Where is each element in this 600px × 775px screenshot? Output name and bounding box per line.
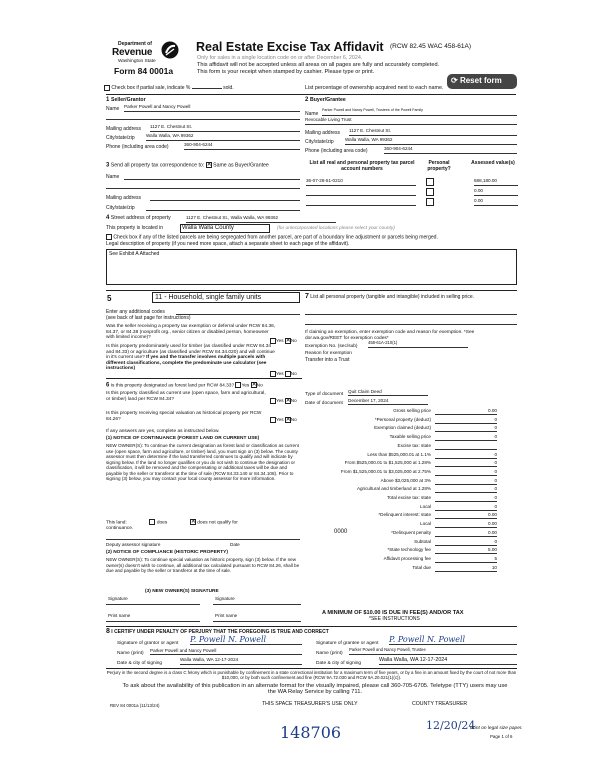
hist-question: Is this property receiving special valuation as historical property per RCW 84.26? (106, 411, 262, 422)
county-treasurer: COUNTY TREASURER (412, 701, 468, 707)
s3-mailing-label: Mailing address (106, 195, 142, 201)
parcel-number-1[interactable]: 36-07-28-51-0210 (306, 178, 416, 186)
parcel-number-2[interactable] (306, 188, 416, 196)
tax-row-value[interactable]: 5.00 (435, 547, 497, 554)
buyer-mailing-label: Mailing address (305, 130, 341, 136)
tax-row (312, 504, 497, 512)
tax-row-label: Affidavit processing fee (383, 555, 431, 561)
tax-row-label: Above $3,025,000 at 3% (380, 477, 431, 483)
doc-type-label: Type of document (305, 392, 344, 397)
seller-name-label: Name (106, 106, 120, 112)
tax-row (312, 434, 497, 442)
s3-name-label: Name (106, 174, 120, 180)
tax-row-value[interactable]: 0 (435, 452, 497, 459)
new-owner-print-label-2: Print name (215, 613, 238, 618)
personal-property-checkbox-2[interactable] (426, 188, 434, 196)
continuance-label: continuance. (106, 526, 134, 531)
tax-row-label: Local (420, 503, 431, 509)
tax-row-label: Excise tax: state (397, 442, 431, 448)
street-label: Street address of property (110, 215, 171, 221)
deputy-label: Deputy assessor signature (106, 542, 161, 547)
tax-row-label: Taxable selling price (389, 434, 431, 440)
treasurer-only: THIS SPACE TREASURER'S USE ONLY (262, 701, 358, 707)
doc-date-label: Date of document (305, 401, 343, 406)
parcels-col3-header: Assessed value(s) (471, 160, 515, 166)
page-number: Page 1 of 6 (490, 734, 513, 739)
street-row: 4 Street address of property (106, 215, 171, 221)
additional-codes-field[interactable] (176, 307, 300, 315)
reason-label: Reason for exemption (305, 351, 352, 356)
partial-sale-checkbox[interactable] (104, 85, 110, 91)
open-yesno: Yes ✕ No (270, 398, 297, 404)
s3-mailing-field[interactable] (150, 193, 300, 201)
grantee-date-field[interactable]: Walla Walla, WA 12-17-2024 (379, 657, 517, 665)
tax-row (312, 512, 497, 520)
segregation-checkbox[interactable] (106, 234, 112, 240)
tax-row-label: Total due (412, 564, 431, 570)
notice2-body: NEW OWNER(S): To continue special valuation as historic property, sign (3) below. If the new owner(s) doesn't wish to continue, all additional tax calculated pursuant to RCW 84.26, shall be due and payable by the seller or transferor at the time of sale. (106, 557, 300, 573)
forest-question: 6 Is this property designated as forest land per RCW 84.33? Yes ✕ No (106, 382, 263, 389)
new-owner-signature-label-2: Signature (215, 596, 235, 601)
assessed-value-2[interactable]: 0.00 (474, 188, 518, 196)
county-select[interactable]: Walla Walla County (180, 224, 270, 233)
seller-phone-field[interactable]: 360-904-6244 (184, 142, 300, 150)
same-as-buyer-checkbox[interactable] (206, 162, 212, 168)
deputy-signature-field[interactable] (106, 536, 300, 540)
located-label: This property is located in (106, 225, 163, 231)
tax-row-label: From $525,000.01 to $1,525,000 at 1.28% (344, 460, 431, 466)
does-checkbox[interactable] (149, 519, 155, 525)
exemption-question: Was the seller receiving a property tax exemption or deferral under RCW 84.36, 84.37, or 84.38 (nonprofit org., senior citizen or disabled person, homeowner with limited income)? (106, 324, 276, 341)
buyer-city-label: City/state/zip (305, 139, 334, 145)
see-instructions: *SEE INSTRUCTIONS (369, 616, 420, 622)
notice3-title: (3) NEW OWNER(S) SIGNATURE (145, 589, 219, 594)
perjury-note: Perjury in the second degree is a class C felony which is punishable by confinement in a state correctional institution for a maximum term of five years, or by a fine in an amount fixed by the court of not more than $10,000, or by both such confinement and fine (RCW 9A.72.030 and RCW 9A.20.021(1)(c)). (106, 670, 517, 681)
form-title: Real Estate Excise Tax Affidavit (196, 40, 384, 54)
see-back-label: (see back of last page for instructions) (106, 315, 191, 321)
new-owner-signature-label-1: Signature (108, 596, 128, 601)
hist-yesno: Yes ✕ No (270, 417, 297, 423)
seller-city-field[interactable]: Walla Walla, WA 99362 (146, 133, 300, 141)
deputy-date-label: Date (230, 542, 240, 547)
grantee-date-label: Date & city of signing (316, 661, 362, 666)
personal-property-checkbox-1[interactable] (426, 178, 434, 186)
stamp-number: 148706 (280, 723, 342, 742)
exemption-yesno: Yes ✕ No (270, 338, 297, 344)
grantor-date-field[interactable]: Walla Walla, WA 12-17-2024 (180, 657, 302, 665)
new-owner-print-label-1: Print name (108, 613, 131, 618)
seller-mailing-field[interactable]: 1127 E. Chestnut St. (150, 124, 300, 132)
certify-label: I CERTIFY UNDER PENALTY OF PERJURY THAT THE FOREGOING IS TRUE AND CORRECT (111, 629, 329, 635)
buyer-heading: 2 Buyer/Grantee (305, 97, 346, 103)
land-use-select[interactable]: 11 - Household, single family units (152, 292, 300, 303)
stamp-date: 12/20/24 (426, 719, 476, 732)
reset-label: Reset form (459, 76, 502, 85)
exempt-no-field[interactable]: 458-61A-210(1) (368, 341, 468, 348)
tax-row (312, 443, 497, 451)
tax-row-label: Exemption claimed (deduct) (374, 425, 431, 431)
seller-name-field[interactable]: Parker Powell and Nancy Powell (124, 104, 300, 112)
notice1-title: (1) NOTICE OF CONTINUANCE (FOREST LAND OR CURRENT USE) (106, 436, 260, 441)
timber-yesno: Yes No (270, 371, 297, 377)
street-field[interactable]: 1127 E. Chestnut St., Walla Walla, WA 99362 (186, 215, 336, 223)
notice2-title: (2) NOTICE OF COMPLIANCE (HISTORIC PROPERTY) (106, 550, 228, 555)
tax-correspondence-label: Send all property tax correspondence to: (110, 162, 205, 169)
tax-row-value[interactable]: 0 (435, 539, 497, 546)
form-number: Form 84 0001a (114, 66, 174, 76)
assessed-value-3[interactable]: 0.00 (474, 198, 518, 206)
section3-row: 3 Send all property tax correspondence to: ✕ Same as Buyer/Grantee (106, 162, 269, 169)
tax-row (312, 539, 497, 547)
additional-codes-label: Enter any additional codes (106, 309, 165, 315)
seller-phone-label: Phone (including area code) (106, 144, 169, 150)
partial-sale-label: Check box if partial sale, indicate % (111, 85, 191, 91)
tax-row (312, 469, 497, 477)
answers-note: If any answers are yes, complete as instructed below. (106, 429, 220, 434)
tax-row-value[interactable]: 0.00 (435, 408, 497, 415)
tax-row-label: *Delinquent interest: state (378, 512, 431, 518)
section7-label: 7 List all personal property (tangible and intangible) included in selling price. (305, 293, 475, 300)
tax-row-value[interactable] (435, 443, 497, 450)
parcel-number-3[interactable] (306, 198, 416, 206)
timber-question: Is this property predominately used for timber (as classified under RCW 84.34 and 84.33) or agriculture (as classified under RCW 84.34.020) and will continue in it's current use? If yes and the transfer involves multiple parcels with different classifications, complete the predominate use calculator (see instructions) (106, 344, 275, 372)
tax-row-label: Subtotal (414, 538, 431, 544)
tax-row-value[interactable]: 0 (435, 469, 497, 476)
tax-row-label: Agricultural and timberland at 1.28% (356, 486, 431, 492)
tax-row (312, 495, 497, 503)
s3-name-field[interactable] (124, 172, 300, 180)
tax-row-value[interactable]: 0 (435, 495, 497, 502)
hist-no-checkbox[interactable] (285, 417, 291, 423)
reason-field[interactable]: Transfer into a Trust (305, 357, 350, 363)
tax-row (312, 425, 497, 433)
grantor-signature-field[interactable]: P. Powell N. Powell (190, 635, 302, 645)
grantee-sig-label: Signature of grantee or agent (316, 641, 379, 646)
dor-logo (112, 40, 184, 84)
grantee-name-label: Name (print) (316, 651, 343, 656)
buyer-name-field-2[interactable]: Revocable Living Trust (305, 117, 517, 125)
dept-line3: Washington State (118, 59, 156, 64)
percentage-note: List percentage of ownership acquired next to each name. (305, 85, 444, 91)
tax-row-label: *State technology fee (387, 547, 431, 553)
tax-row-value[interactable]: 10 (435, 565, 497, 572)
personal-property-field-2[interactable] (305, 320, 517, 325)
partial-sale-row (104, 84, 234, 92)
tax-row-value[interactable]: 0.00 (435, 530, 497, 537)
tax-row-label: Less than $525,000.01 at 1.1% (367, 451, 431, 457)
reset-form-button[interactable] (447, 74, 517, 89)
grantee-signature-field[interactable]: P. Powell N. Powell (389, 635, 517, 645)
new-owner-print-field-2[interactable] (213, 618, 301, 622)
assessed-value-1[interactable]: 688,180.00 (474, 178, 518, 186)
grantor-name-field[interactable]: Parker Powell and Nancy Powell (150, 648, 302, 655)
segregation-label: Check box if any of the listed parcels are being segregated from another parcel, are part of a boundary line adjustment or parcels being merged. (113, 234, 438, 241)
s3-city-field[interactable] (146, 203, 300, 211)
rev-label: REV 84 0001a (11/13/24) (110, 703, 160, 708)
tax-row-value[interactable]: 0.00 (435, 521, 497, 528)
open-no-checkbox[interactable] (285, 398, 291, 404)
personal-property-field-1[interactable] (305, 310, 517, 315)
exempt-no-label: Exemption No. (sec/sub) (305, 344, 358, 349)
seller-heading: 1 Seller/Grantor (106, 97, 146, 103)
tax-row-value[interactable]: 0 (435, 504, 497, 511)
this-land-row: This land: does ✕ does not qualify for (106, 519, 238, 526)
tax-row-label: Total excise tax: state (387, 495, 431, 500)
doc-type-field[interactable]: Quit Claim Deed (348, 389, 428, 396)
seller-city-label: City/state/zip (106, 135, 135, 141)
tax-row-value[interactable]: 0.00 (435, 512, 497, 519)
personal-property-checkbox-3[interactable] (426, 198, 434, 206)
tax-row-value[interactable]: 0 (435, 434, 497, 441)
section5-num: 5 (107, 294, 112, 303)
tax-row (312, 521, 497, 529)
tax-row (312, 547, 497, 555)
same-as-buyer-label: Same as Buyer/Grantee (213, 162, 269, 169)
tax-row-label: From $1,525,000.01 to $3,025,000 at 2.75% (340, 468, 431, 474)
buyer-phone-field[interactable]: 360-904-6244 (384, 146, 517, 154)
partial-sale-percent-field[interactable] (192, 84, 222, 89)
alt-format-note: To ask about the availability of this publication in an alternate format for the visually impaired, please call 360-705-6705. Teletype (TTY) users may use the WA Relay Service by calling 711. (122, 683, 508, 696)
tax-row-value[interactable]: 5 (435, 556, 497, 563)
grantee-name-field[interactable]: Parker Powell and Nancy Powell, Trustee (349, 648, 517, 655)
tax-row-value[interactable]: 0 (435, 460, 497, 467)
tax-row (312, 417, 497, 425)
tax-row-label: Gross selling price (393, 408, 431, 413)
local-code-field[interactable]: 0000 (334, 529, 348, 535)
tax-row-value[interactable]: 0 (435, 425, 497, 432)
tax-row (312, 478, 497, 486)
refresh-icon: ⟳ (451, 76, 458, 85)
subtitle-3: This form is your receipt when stamped by cashier. Please type or print. (197, 69, 375, 75)
certify-row: 8 I CERTIFY UNDER PENALTY OF PERJURY THAT THE FOREGOING IS TRUE AND CORRECT (106, 628, 329, 635)
legal-size-note: Print on legal size paper. (470, 726, 523, 731)
tax-row-value[interactable]: 0 (435, 486, 497, 493)
parcels-col1-header: List all real and personal property tax parcel account numbers (309, 160, 415, 172)
tax-row-label: *Delinquent penalty (391, 529, 431, 535)
s3-city-label: City/state/zip (106, 205, 135, 211)
dept-line1: Department of (118, 41, 152, 47)
does-not-checkbox[interactable] (190, 519, 196, 525)
buyer-phone-label: Phone (including area code) (305, 148, 368, 154)
buyer-name-label: Name (305, 111, 319, 117)
legal-description-field[interactable]: See Exhibit A Attached (106, 249, 517, 285)
tax-row-label: *Personal property (deduct) (374, 416, 431, 422)
buyer-city-field[interactable]: Walla Walla, WA 99362 (345, 137, 517, 145)
form-title-ref: (RCW 82.45 WAC 458-61A) (390, 43, 472, 50)
parcels-col2-header: Personal property? (427, 160, 451, 172)
buyer-mailing-field[interactable]: 1127 E. Chestnut St. (349, 128, 517, 136)
open-question: Is this property classified as current use (open space, farm and agricultural, or timber) land per RCW 84.34? (106, 391, 266, 402)
seller-mailing-label: Mailing address (106, 126, 142, 132)
grantor-name-label: Name (print) (117, 651, 144, 656)
dept-line2: Revenue (112, 47, 153, 58)
notice1-body: NEW OWNER(S): To continue the current designation as forest land or classification as current use (open space, farm and agriculture, or timber) land, you must sign on (3) below. The county assessor must then determine if the land transferred continues to qualify and will indicate by signing below. If the land no longer qualifies or you do not wish to continue the designation or classification, it will be removed and the compensating or additional taxes will be due and payable by the seller or transferor at the time of sale (RCW 84.33.140 or 84.34.108). Prior to signing (3) below, you may contact your local county assessor for more information. (106, 443, 299, 481)
exempt-claim-note: If claiming an exemption, enter exemption code and reason for exemption. *See dor.wa.gov/REET for exemption codes* (305, 330, 475, 341)
sold-label: sold. (223, 85, 234, 91)
doc-date-field[interactable]: December 17, 2024 (348, 398, 428, 405)
grantor-sig-label: Signature of grantor or agent (117, 641, 179, 646)
tax-row-value[interactable]: 0 (435, 478, 497, 485)
subtitle-2: This affidavit will not be accepted unless all areas on all pages are fully and accurately completed. (197, 62, 440, 68)
tax-row (312, 460, 497, 468)
revenue-logo-icon (160, 40, 180, 60)
grantor-date-label: Date & city of signing (117, 661, 163, 666)
minimum-note: A MINIMUM OF $10.00 IS DUE IN FEE(S) AND/OR TAX (322, 610, 464, 616)
located-note: (for unincorporated locations please select your county) (277, 226, 395, 231)
exemption-no-checkbox[interactable] (285, 338, 291, 344)
subtitle-1: Only for sales in a single location code on or after December 6, 2024. (197, 55, 363, 61)
tax-row (312, 452, 497, 460)
tax-row (312, 486, 497, 494)
tax-row-value[interactable]: 0 (435, 417, 497, 424)
forest-no-checkbox[interactable] (251, 382, 257, 388)
tax-row-label: Local (420, 521, 431, 527)
buyer-name-field[interactable]: Parker Powell and Nancy Powell, Trustees of the Powell Family (322, 108, 517, 116)
legal-label: Legal description of property (if you need more space, attach a separate sheet to each page of the affidavit). (106, 241, 350, 247)
new-owner-print-field-1[interactable] (106, 618, 200, 622)
tax-row (312, 565, 497, 573)
tax-row (312, 408, 497, 416)
tax-row (312, 556, 497, 564)
